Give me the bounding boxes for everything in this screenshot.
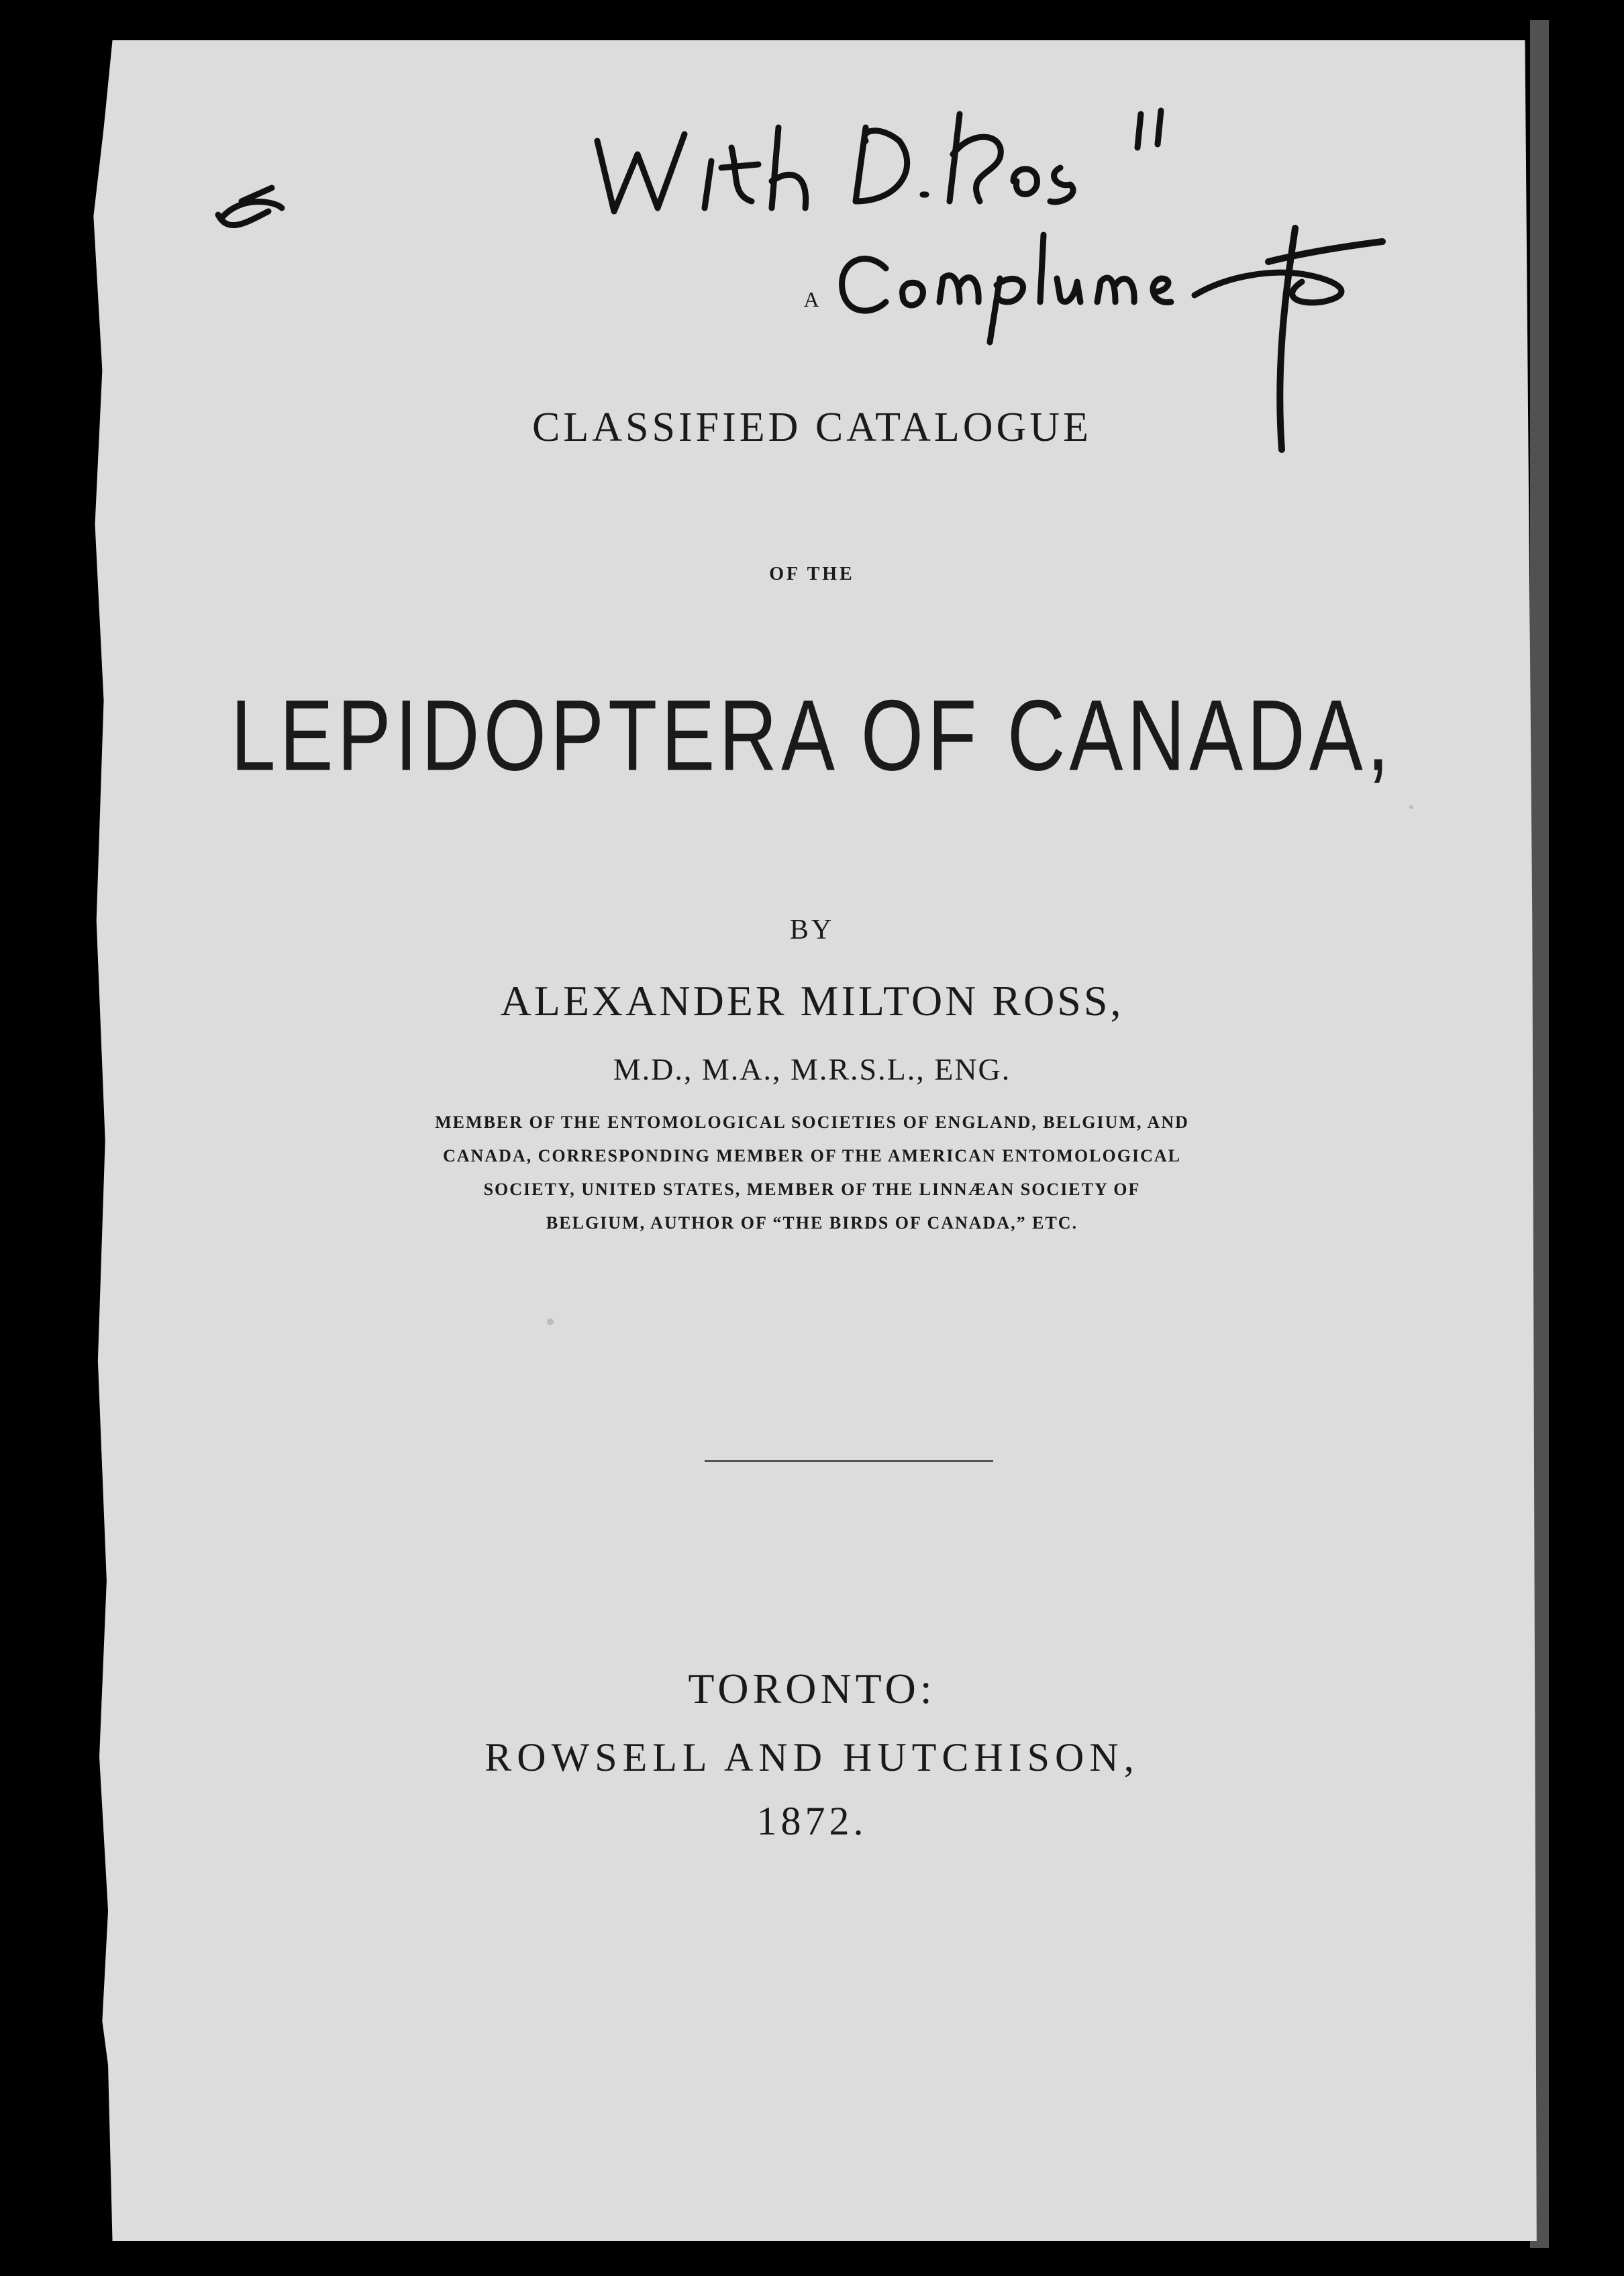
author-credentials-line: MEMBER OF THE ENTOMOLOGICAL SOCIETIES OF ENGLAND, BELGIUM, AND [435,1113,1189,1132]
paper-speck [1409,805,1413,809]
author-degrees: M.D., M.A., M.R.S.L., ENG. [613,1052,1011,1086]
title-connector: OF THE [769,564,855,584]
author-credentials-line: SOCIETY, UNITED STATES, MEMBER OF THE LINNÆAN SOCIETY OF [483,1180,1141,1199]
title-line-1: CLASSIFIED CATALOGUE [532,405,1092,450]
author-credentials-line: CANADA, CORRESPONDING MEMBER OF THE AMERICAN ENTOMOLOGICAL [443,1146,1181,1166]
imprint-city: TORONTO: [688,1665,936,1712]
paper-speck [547,1318,554,1325]
title-article: A [803,287,821,311]
imprint-publisher: ROWSELL AND HUTCHISON, [485,1735,1139,1779]
imprint-year: 1872. [756,1799,868,1843]
divider-rule [705,1460,993,1462]
main-title: LEPIDOPTERA OF CANADA, [230,679,1394,792]
author-name: ALEXANDER MILTON ROSS, [500,977,1124,1025]
author-by: BY [789,915,835,945]
author-credentials-line: BELGIUM, AUTHOR OF “THE BIRDS OF CANADA,” ETC. [546,1213,1078,1233]
